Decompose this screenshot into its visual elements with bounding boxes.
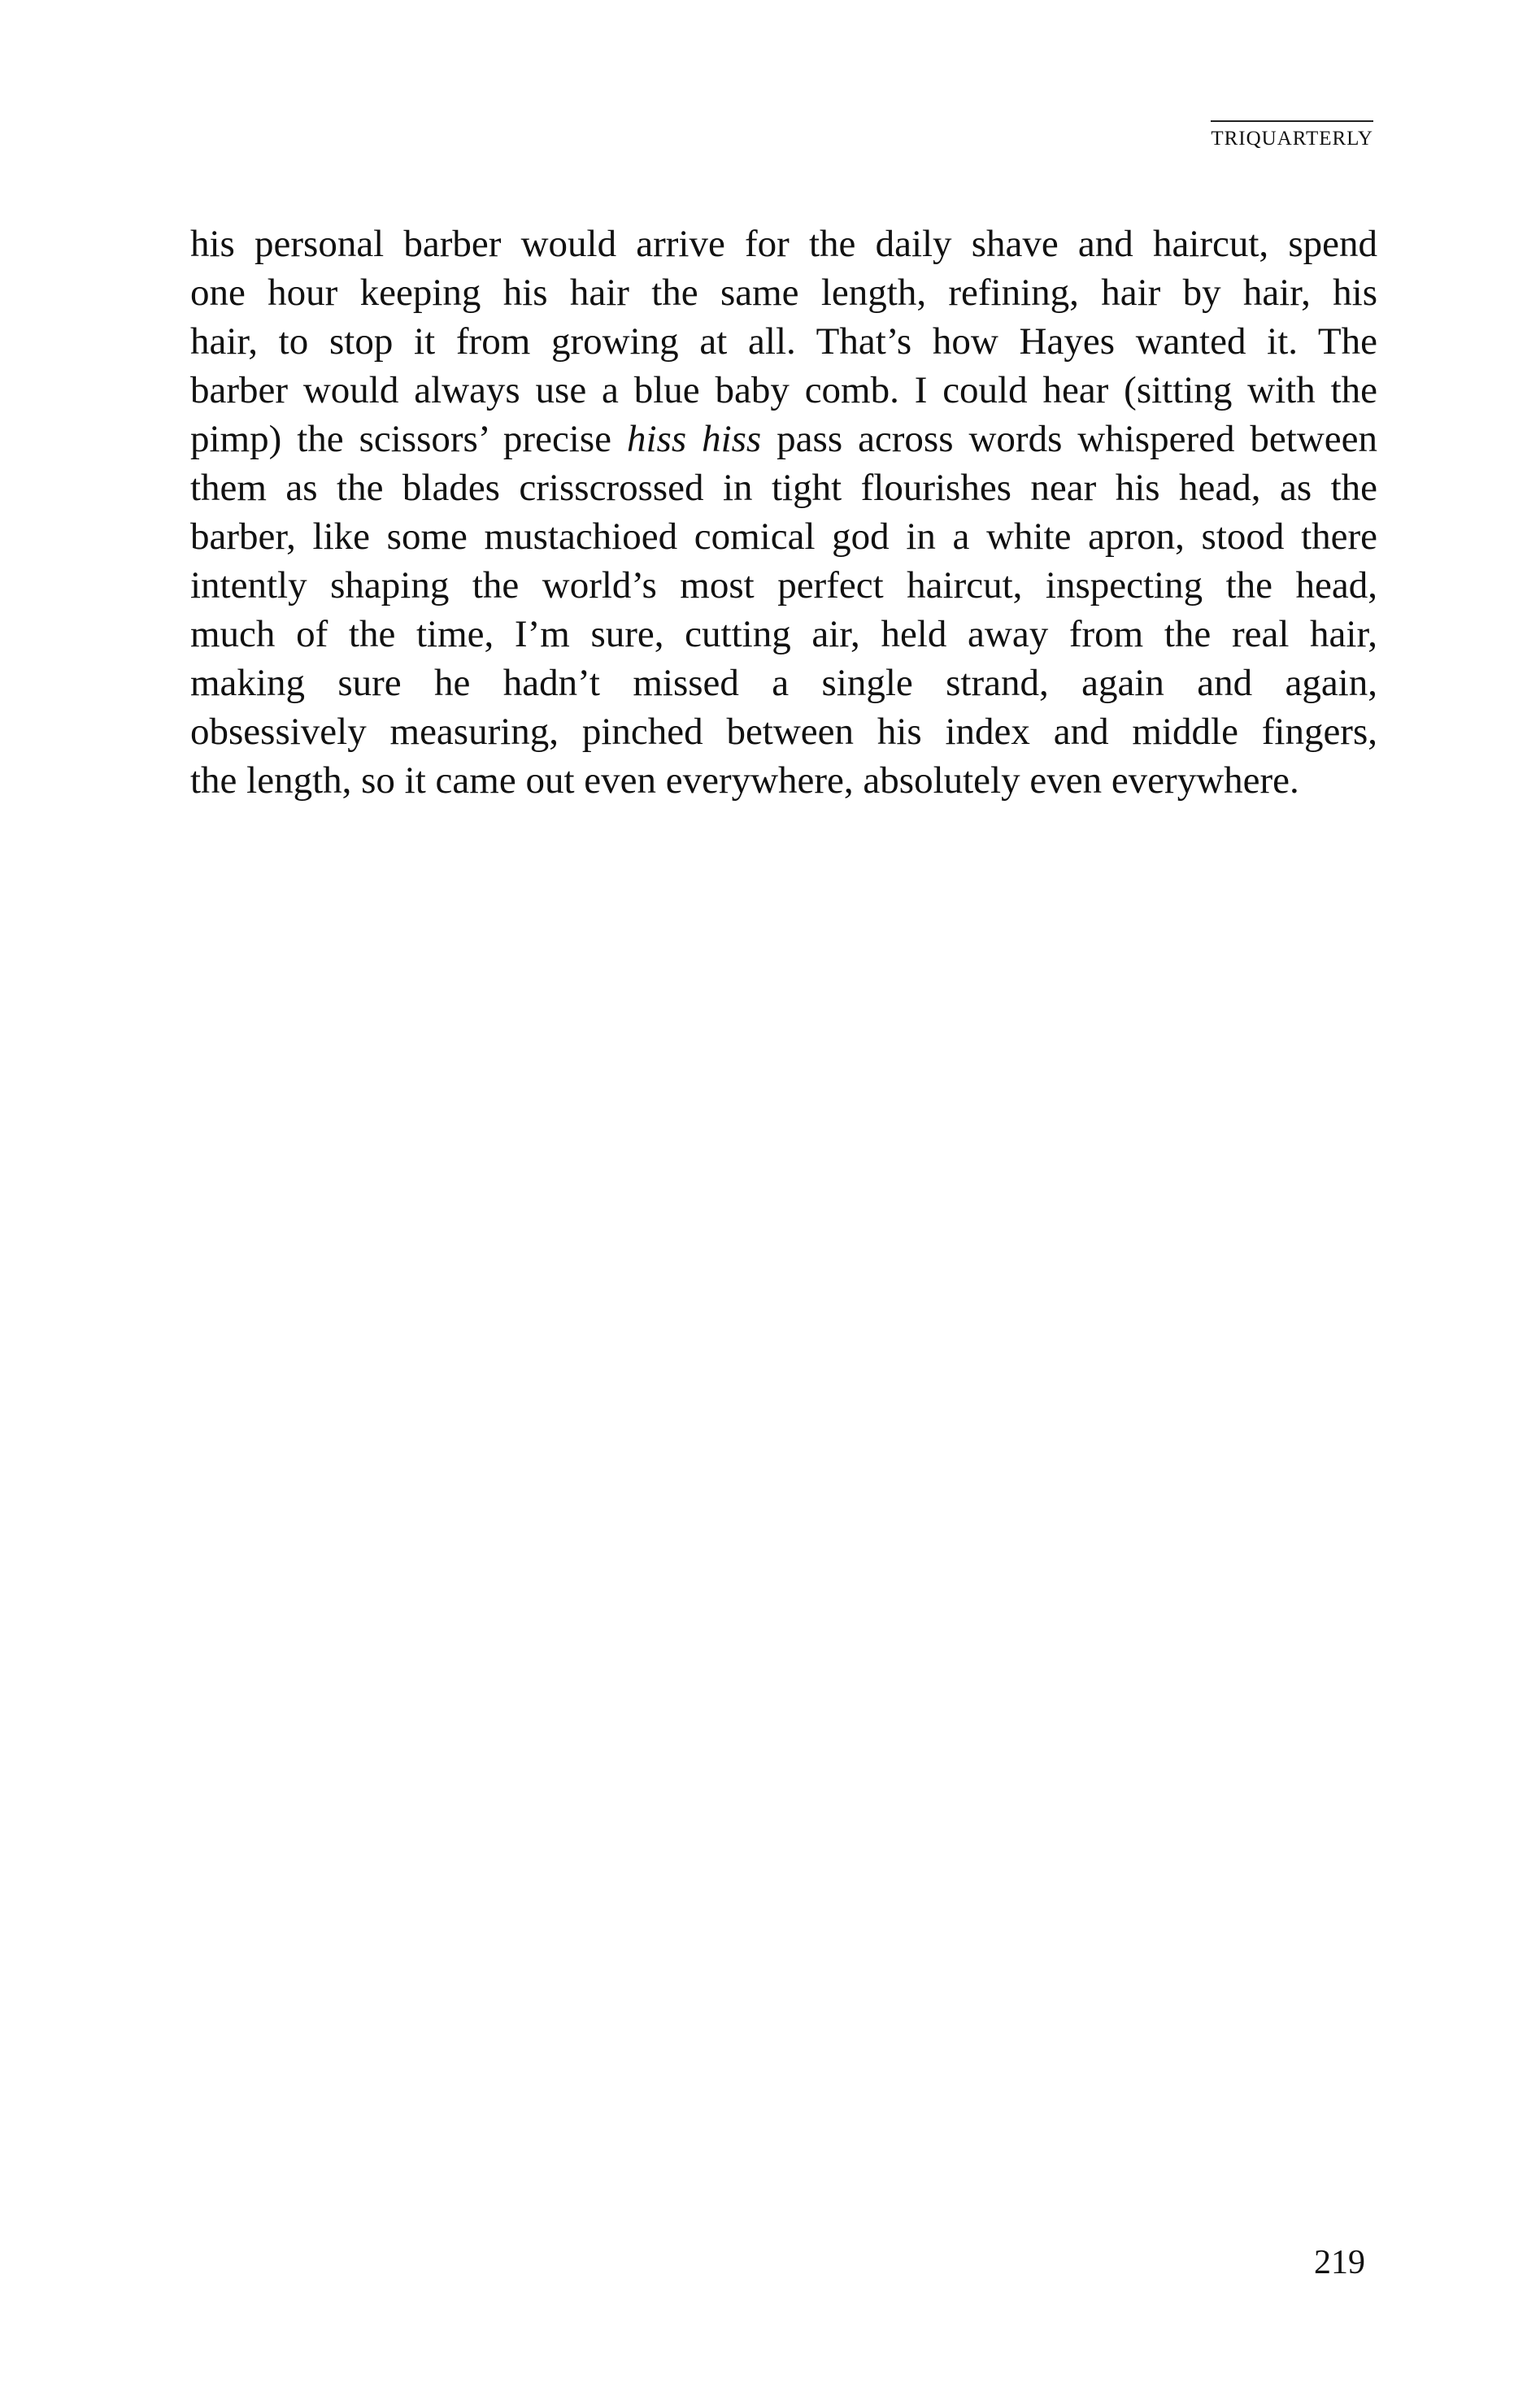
- text-line: the length, so it came out even everywhere, absolutely even everywhere.: [190, 759, 1299, 802]
- italic-phrase: hiss hiss: [626, 418, 762, 460]
- text-line: his personal barber would arrive for the daily shave and haircut, spend: [190, 223, 1377, 265]
- text-line-segment: pass across words whispered between: [761, 418, 1378, 460]
- text-line: hair, to stop it from growing at all. That’s how Hayes wanted it. The: [190, 320, 1377, 363]
- text-line: them as the blades crisscrossed in tight flourishes near his head, as the: [190, 467, 1377, 509]
- text-line: one hour keeping his hair the same length, refining, hair by hair, his: [190, 272, 1377, 314]
- page-number: 219: [1314, 2244, 1365, 2281]
- body-paragraph: [190, 220, 1377, 805]
- text-line-segment: pimp) the scissors’ precise: [190, 418, 627, 460]
- text-line: obsessively measuring, pinched between his index and middle fingers,: [190, 711, 1377, 753]
- text-line: much of the time, I’m sure, cutting air, held away from the real hair,: [190, 613, 1377, 655]
- text-line: intently shaping the world’s most perfect haircut, inspecting the head,: [190, 564, 1377, 607]
- running-head-text: TRIQUARTERLY: [1211, 128, 1373, 150]
- text-line: barber would always use a blue baby comb. I could hear (sitting with the: [190, 369, 1377, 411]
- text-line: [190, 415, 1377, 463]
- text-line: barber, like some mustachioed comical god in a white apron, stood there: [190, 515, 1377, 558]
- text-line: making sure he hadn’t missed a single strand, again and again,: [190, 662, 1377, 704]
- running-head: [1211, 120, 1373, 149]
